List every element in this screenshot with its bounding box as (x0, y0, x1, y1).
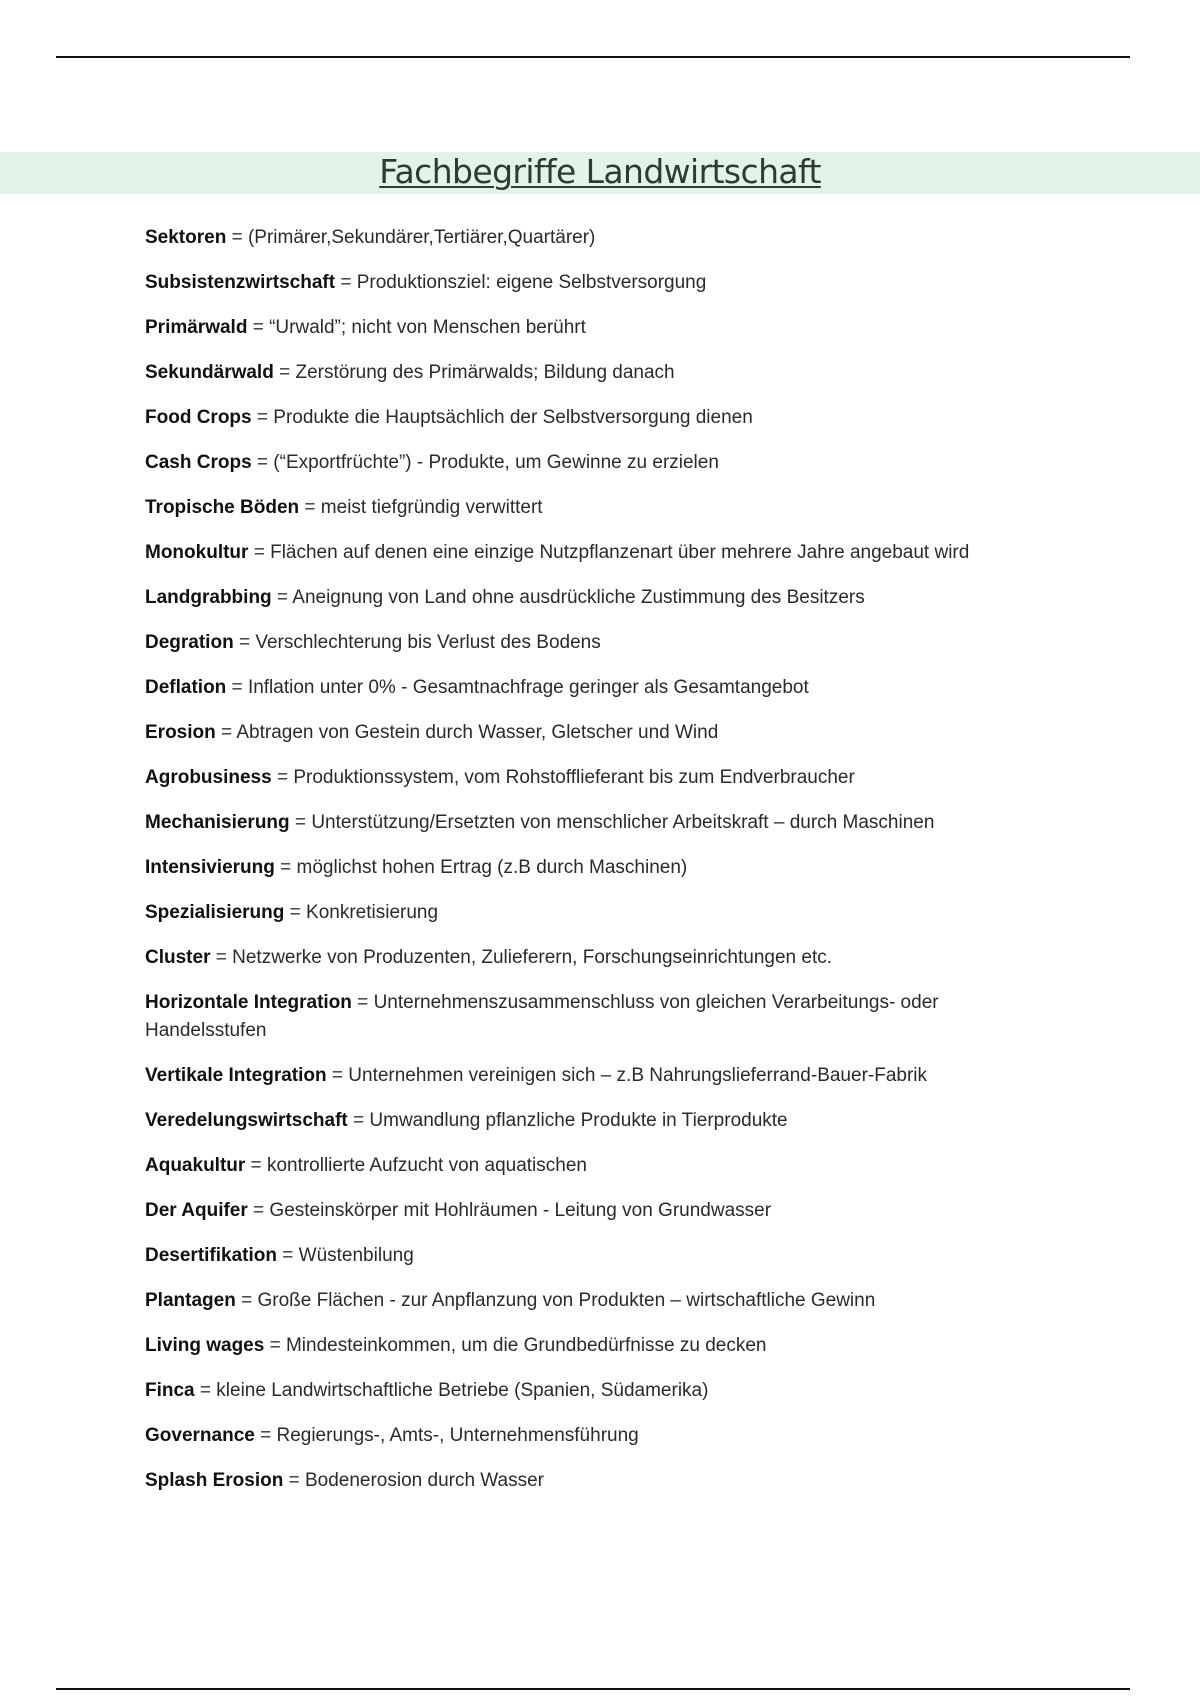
glossary-entry (145, 899, 1045, 927)
glossary-definition: Unternehmenszusammenschluss von gleichen Verarbeitungs- oder Handelsstufen (145, 992, 939, 1041)
glossary-term: Landgrabbing (145, 587, 272, 608)
glossary-definition: Verschlechterung bis Verlust des Bodens (255, 632, 601, 653)
glossary-term: Deflation (145, 677, 227, 698)
glossary-term: Living wages (145, 1335, 265, 1356)
glossary-term: Degration (145, 632, 234, 653)
equals-separator: = (283, 1470, 305, 1491)
glossary-definition: Unterstützung/Ersetzten von menschlicher Arbeitskraft – durch Maschinen (311, 812, 935, 833)
glossary-entry (145, 584, 1045, 612)
equals-separator: = (226, 227, 248, 248)
glossary-definition: (Primärer,Sekundärer,Tertiärer,Quartärer) (247, 227, 596, 248)
top-rule (56, 56, 1130, 58)
glossary-definition: Inflation unter 0% - Gesamtnachfrage geringer als Gesamtangebot (247, 677, 809, 698)
glossary-definition: Bodenerosion durch Wasser (304, 1470, 544, 1491)
glossary-term: Intensivierung (145, 857, 275, 878)
glossary-definition: Konkretisierung (306, 902, 439, 923)
glossary-term: Governance (145, 1425, 255, 1446)
glossary-entry (145, 989, 1045, 1045)
glossary-definition: Flächen auf denen eine einzige Nutzpflanzenart über mehrere Jahre angebaut wird (270, 542, 970, 563)
glossary-list (145, 224, 1045, 1512)
glossary-term: Horizontale Integration (145, 992, 352, 1013)
glossary-definition: Wüstenbilung (298, 1245, 414, 1266)
glossary-entry (145, 1287, 1045, 1315)
equals-separator: = (215, 722, 237, 743)
glossary-entry (145, 359, 1045, 387)
equals-separator: = (251, 407, 274, 428)
equals-separator: = (248, 542, 271, 563)
glossary-term: Tropische Böden (145, 497, 300, 518)
glossary-definition: Zerstörung des Primärwalds; Bildung danach (295, 362, 675, 383)
glossary-entry (145, 1197, 1045, 1225)
glossary-entry (145, 674, 1045, 702)
glossary-entry (145, 1062, 1045, 1090)
glossary-definition: “Urwald”; nicht von Menschen berührt (269, 317, 586, 338)
glossary-term: Subsistenzwirtschaft (145, 272, 336, 293)
equals-separator: = (254, 1425, 277, 1446)
equals-separator: = (271, 587, 293, 608)
glossary-definition: Große Flächen - zur Anpflanzung von Produkten – wirtschaftliche Gewinn (257, 1290, 876, 1311)
glossary-definition: kontrollierte Aufzucht von aquatischen (266, 1155, 587, 1176)
glossary-definition: (“Exportfrüchte”) - Produkte, um Gewinne zu erzielen (273, 452, 719, 473)
equals-separator: = (194, 1380, 217, 1401)
equals-separator: = (251, 452, 274, 473)
glossary-entry (145, 1422, 1045, 1450)
glossary-term: Finca (145, 1380, 195, 1401)
equals-separator: = (271, 767, 294, 788)
glossary-definition: Unternehmen vereinigen sich – z.B Nahrungslieferrand-Bauer-Fabrik (348, 1065, 928, 1086)
glossary-term: Erosion (145, 722, 216, 743)
equals-separator: = (276, 1245, 299, 1266)
glossary-entry (145, 1332, 1045, 1360)
glossary-definition: kleine Landwirtschaftliche Betriebe (Spanien, Südamerika) (216, 1380, 709, 1401)
glossary-term: Spezialisierung (145, 902, 285, 923)
glossary-definition: Abtragen von Gestein durch Wasser, Gletscher und Wind (236, 722, 719, 743)
glossary-definition: Gesteinskörper mit Hohlräumen - Leitung von Grundwasser (269, 1200, 772, 1221)
glossary-entry (145, 1107, 1045, 1135)
equals-separator: = (335, 272, 357, 293)
equals-separator: = (245, 1155, 267, 1176)
equals-separator: = (284, 902, 307, 923)
bottom-rule (56, 1688, 1130, 1690)
equals-separator: = (299, 497, 321, 518)
glossary-term: Cluster (145, 947, 211, 968)
glossary-term: Desertifikation (145, 1245, 277, 1266)
glossary-entry (145, 809, 1045, 837)
equals-separator: = (247, 317, 270, 338)
equals-separator: = (210, 947, 233, 968)
equals-separator: = (264, 1335, 286, 1356)
glossary-definition: möglichst hohen Ertrag (z.B durch Maschinen) (296, 857, 688, 878)
glossary-entry (145, 1242, 1045, 1270)
glossary-term: Cash Crops (145, 452, 252, 473)
glossary-term: Sekundärwald (145, 362, 274, 383)
glossary-term: Monokultur (145, 542, 249, 563)
glossary-entry (145, 1377, 1045, 1405)
glossary-term: Veredelungswirtschaft (145, 1110, 348, 1131)
glossary-term: Mechanisierung (145, 812, 290, 833)
equals-separator: = (274, 857, 297, 878)
glossary-definition: Umwandlung pflanzliche Produkte in Tierprodukte (369, 1110, 788, 1131)
glossary-entry (145, 269, 1045, 297)
glossary-entry (145, 854, 1045, 882)
glossary-term: Sektoren (145, 227, 227, 248)
glossary-term: Aquakultur (145, 1155, 246, 1176)
equals-separator: = (226, 677, 248, 698)
glossary-entry (145, 764, 1045, 792)
glossary-entry (145, 1152, 1045, 1180)
glossary-entry (145, 719, 1045, 747)
equals-separator: = (347, 1110, 370, 1131)
glossary-definition: Produkte die Hauptsächlich der Selbstversorgung dienen (273, 407, 753, 428)
glossary-term: Food Crops (145, 407, 252, 428)
glossary-definition: Regierungs-, Amts-, Unternehmensführung (276, 1425, 639, 1446)
glossary-term: Plantagen (145, 1290, 236, 1311)
glossary-entry (145, 404, 1045, 432)
glossary-definition: Mindesteinkommen, um die Grundbedürfnisse zu decken (285, 1335, 767, 1356)
glossary-entry (145, 224, 1045, 252)
glossary-definition: Aneignung von Land ohne ausdrückliche Zustimmung des Besitzers (292, 587, 865, 608)
glossary-term: Agrobusiness (145, 767, 272, 788)
glossary-definition: meist tiefgründig verwittert (320, 497, 543, 518)
glossary-entry (145, 1467, 1045, 1495)
glossary-entry (145, 494, 1045, 522)
equals-separator: = (289, 812, 312, 833)
glossary-definition: Netzwerke von Produzenten, Zulieferern, Forschungseinrichtungen etc. (232, 947, 832, 968)
glossary-term: Vertikale Integration (145, 1065, 327, 1086)
page-title (0, 150, 1200, 194)
glossary-entry (145, 449, 1045, 477)
equals-separator: = (235, 1290, 258, 1311)
equals-separator: = (273, 362, 296, 383)
glossary-entry (145, 629, 1045, 657)
equals-separator: = (233, 632, 256, 653)
glossary-entry (145, 539, 1045, 567)
glossary-term: Primärwald (145, 317, 248, 338)
equals-separator: = (326, 1065, 349, 1086)
glossary-entry (145, 944, 1045, 972)
equals-separator: = (247, 1200, 270, 1221)
glossary-term: Der Aquifer (145, 1200, 248, 1221)
glossary-entry (145, 314, 1045, 342)
glossary-definition: Produktionsziel: eigene Selbstversorgung (356, 272, 707, 293)
glossary-term: Splash Erosion (145, 1470, 284, 1491)
glossary-definition: Produktionssystem, vom Rohstofflieferant bis zum Endverbraucher (293, 767, 855, 788)
equals-separator: = (351, 992, 374, 1013)
page-title-text: Fachbegriffe Landwirtschaft (379, 152, 821, 191)
